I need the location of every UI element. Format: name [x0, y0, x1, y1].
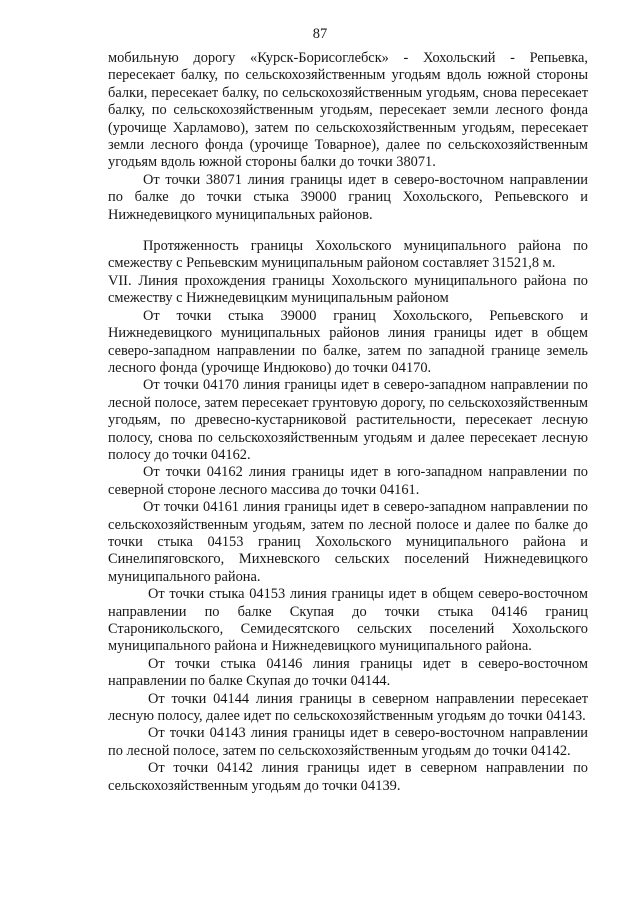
paragraph: От точки 04161 линия границы идет в северо-западном направлении по сельскохозяйственным угодьям, затем по лесной полосе и далее по балке до точки стыка 04153 границ Хохольского муниципального района и Синелипяговского, Михневского сельских поселений Нижнедевицкого муниципального района. [108, 499, 588, 585]
paragraph: От точки 04162 линия границы идет в юго-западном направлении по северной стороне лесного массива до точки 04161. [108, 464, 588, 498]
paragraph: От точки 38071 линия границы идет в северо-восточном направлении по балке до точки стыка 39000 границ Хохольского, Репьевского и Нижнедевицкого муниципальных районов. [108, 171, 588, 223]
paragraph: От точки стыка 39000 границ Хохольского, Репьевского и Нижнедевицкого муниципальных районов линия границы идет в общем северо-западном направлении по балке, затем по западной границе земель лесного фонда (урочище Индюково) до точки 04170. [108, 307, 588, 376]
section-heading: VII. Линия прохождения границы Хохольского муниципального района по смежеству с Нижнедевицким муниципальным районом [108, 272, 588, 307]
paragraph: От точки стыка 04153 линия границы идет в общем северо-восточном направлении по балке Скупая до точки стыка 04146 границ Староникольского, Семидесятского сельских поселений Хохольского муниципального района и Нижнедевицкого муниципального района. [108, 586, 588, 655]
summary-paragraph: Протяженность границы Хохольского муниципального района по смежеству с Репьевским муниципальным районом составляет 31521,8 м. [108, 238, 588, 272]
paragraph: От точки 04142 линия границы идет в северном направлении по сельскохозяйственным угодьям до точки 04139. [108, 760, 588, 794]
paragraph: От точки 04144 линия границы в северном направлении пересекает лесную полосу, далее идет по сельскохозяйственным угодьям до точки 04143. [108, 690, 588, 725]
paragraph: От точки стыка 04146 линия границы идет в северо-восточном направлении по балке Скупая до точки 04144. [108, 655, 588, 690]
paragraph: От точки 04143 линия границы идет в северо-восточном направлении по лесной полосе, затем по сельскохозяйственным угодьям до точки 04142. [108, 725, 588, 759]
paragraph: От точки 04170 линия границы идет в северо-западном направлении по лесной полосе, затем пересекает грунтовую дорогу, по сельскохозяйственным угодьям, по древесно-кустарниковой растительности, пересекает лесную полосу, снова по сельскохозяйственным угодьям и далее пересекает лесную полосу до точки 04162. [108, 377, 588, 463]
page-number: 87 [312, 26, 328, 42]
document-body [108, 50, 588, 795]
continuation-paragraph: мобильную дорогу «Курск-Борисоглебск» - Хохольский - Репьевка, пересекает балку, по сельскохозяйственным угодьям вдоль южной стороны балки, пересекает балку, по сельскохозяйственным угодьям, снова пересекает балку, по сельскохозяйственным угодьям, пересекает земли лесного фонда (урочище Харламово), затем по сельскохозяйственным угодьям, пересекает земли лесного фонда (урочище Товарное), далее по сельскохозяйственным угодьям вдоль южной стороны балки до точки 38071. [108, 50, 588, 171]
